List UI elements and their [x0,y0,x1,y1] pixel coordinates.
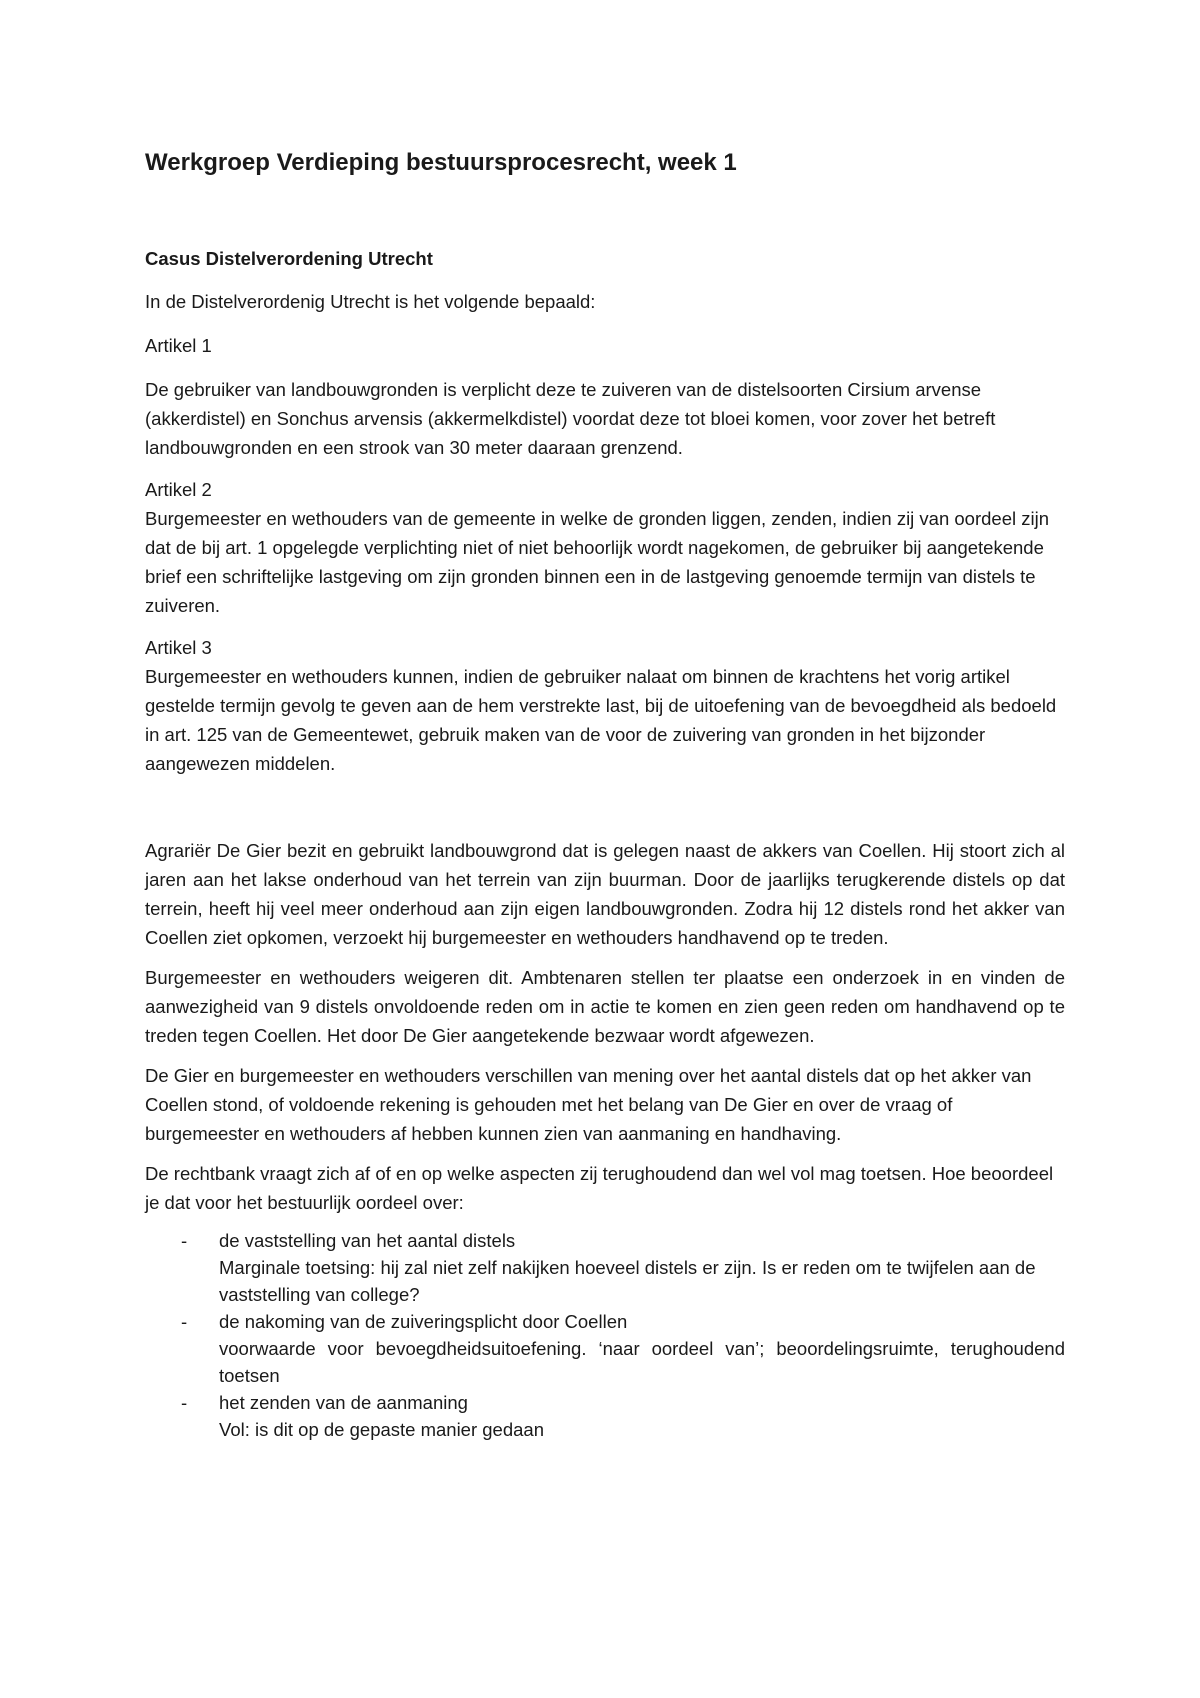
document-title: Werkgroep Verdieping bestuursprocesrecht, week 1 [145,149,737,176]
question-answer: Vol: is dit op de gepaste manier gedaan [219,1419,545,1440]
article-2-text: Burgemeester en wethouders van de gemeente in welke de gronden liggen, zenden, indien zij van oordeel zijn dat de bij art. 1 opgelegde verplichting niet of niet behoorlijk wordt nagekomen, de gebruiker bij aangetekende brief een schriftelijke lastgeving om zijn gronden binnen een in de lastgeving genoemde termijn van distels te zuiveren. [145,508,1050,616]
question-item: de nakoming van de zuiveringsplicht door Coellen [219,1311,628,1332]
document-page [145,148,1065,1443]
list-dash: - [181,1230,188,1251]
article-1-text: De gebruiker van landbouwgronden is verplicht deze te zuiveren van de distelsoorten Cirsium arvense (akkerdistel) en Sonchus arvensis (akkermelkdistel) voordat deze tot bloei komen, voor zover het betreft landbouwgronden en een strook van 30 meter daaraan grenzend. [145,379,996,458]
question-item: het zenden van de aanmaning [219,1392,468,1413]
article-3-label: Artikel 3 [145,637,212,658]
case-paragraph-2: Burgemeester en wethouders weigeren dit. Ambtenaren stellen ter plaatse een onderzoek in en vinden de aanwezigheid van 9 distels onvoldoende reden om in actie te komen en zien geen reden om handhavend op te treden tegen Coellen. Het door De Gier aangetekende bezwaar wordt afgewezen. [145,967,1065,1046]
case-paragraph-4: De rechtbank vraagt zich af of en op welke aspecten zij terughoudend dan wel vol mag toetsen. Hoe beoordeel je dat voor het bestuurlijk oordeel over: [145,1163,1054,1213]
article-3 [145,633,1065,778]
list-item [145,1308,1065,1389]
case-paragraph-1: Agrariër De Gier bezit en gebruikt landbouwgrond dat is gelegen naast de akkers van Coellen. Hij stoort zich al jaren aan het lakse onderhoud van het terrein van zijn buurman. Door de jaarlijks terugkerende distels op dat terrein, heeft hij veel meer onderhoud aan zijn eigen landbouwgronden. Zodra hij 12 distels rond het akker van Coellen ziet opkomen, verzoekt hij burgemeester en wethouders handhavend op te treden. [145,840,1065,948]
article-1-label: Artikel 1 [145,335,212,356]
question-answer: Marginale toetsing: hij zal niet zelf nakijken hoeveel distels er zijn. Is er reden om te twijfelen aan de vaststelling van college? [219,1257,1036,1305]
article-2 [145,475,1065,620]
casus-title: Casus Distelverordening Utrecht [145,248,433,269]
list-dash: - [181,1392,188,1413]
list-dash: - [181,1311,188,1332]
case-paragraph-3: De Gier en burgemeester en wethouders verschillen van mening over het aantal distels dat op het akker van Coellen stond, of voldoende rekening is gehouden met het belang van De Gier en over de vraag of burgemeester en wethouders af hebben kunnen zien van aanmaning en handhaving. [145,1065,1032,1144]
list-item [145,1227,1065,1308]
question-list [145,1227,1065,1443]
question-answer: voorwaarde voor bevoegdheidsuitoefening. ‘naar oordeel van’; beoordelingsruimte, terughoudend toetsen [219,1338,1065,1386]
question-item: de vaststelling van het aantal distels [219,1230,516,1251]
intro-text: In de Distelverordenig Utrecht is het volgende bepaald: [145,291,596,312]
article-2-label: Artikel 2 [145,479,212,500]
article-3-text: Burgemeester en wethouders kunnen, indien de gebruiker nalaat om binnen de krachtens het vorig artikel gestelde termijn gevolg te geven aan de hem verstrekte last, bij de uitoefening van de bevoegdheid als bedoeld in art. 125 van de Gemeentewet, gebruik maken van de voor de zuivering van gronden in het bijzonder aangewezen middelen. [145,666,1057,774]
list-item [145,1389,1065,1443]
